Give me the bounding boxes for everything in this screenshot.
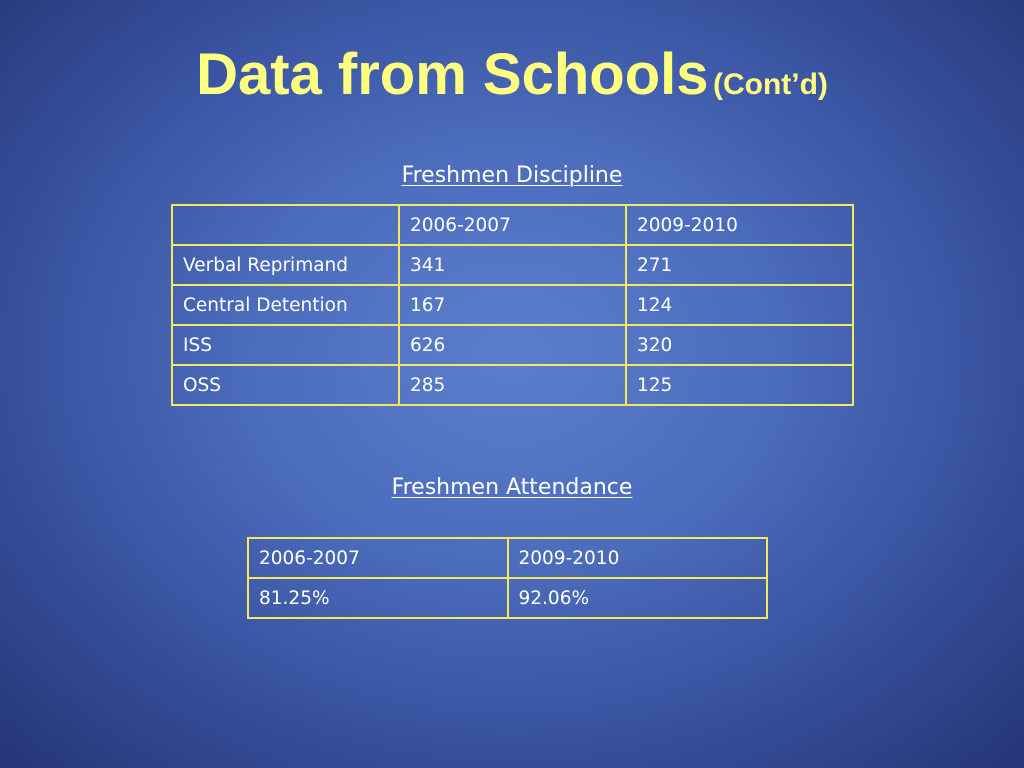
cell-value: 285 [399, 365, 626, 405]
table-header-row [172, 205, 853, 245]
title-main: Data from Schools [196, 42, 709, 107]
table-row [172, 365, 853, 405]
cell-value: 271 [626, 245, 853, 285]
header-cell-empty [172, 205, 399, 245]
cell-value: 124 [626, 285, 853, 325]
header-cell-2009-2010: 2009-2010 [626, 205, 853, 245]
discipline-table [171, 204, 854, 406]
cell-value: 92.06% [508, 578, 768, 618]
cell-value: 125 [626, 365, 853, 405]
cell-value: 626 [399, 325, 626, 365]
cell-value: 320 [626, 325, 853, 365]
header-cell-2006-2007: 2006-2007 [248, 538, 508, 578]
table-row [172, 325, 853, 365]
table-header-row [248, 538, 767, 578]
table-row [172, 245, 853, 285]
title-suffix: (Cont’d) [712, 68, 828, 101]
cell-value: 167 [399, 285, 626, 325]
attendance-heading: Freshmen Attendance [391, 475, 633, 500]
row-label: ISS [172, 325, 399, 365]
cell-value: 341 [399, 245, 626, 285]
row-label: Central Detention [172, 285, 399, 325]
row-label: Verbal Reprimand [172, 245, 399, 285]
header-cell-2009-2010: 2009-2010 [508, 538, 768, 578]
slide-title [0, 42, 1024, 107]
table-row [248, 578, 767, 618]
row-label: OSS [172, 365, 399, 405]
header-cell-2006-2007: 2006-2007 [399, 205, 626, 245]
table-row [172, 285, 853, 325]
discipline-heading: Freshmen Discipline [401, 163, 623, 188]
cell-value: 81.25% [248, 578, 508, 618]
attendance-table [247, 537, 768, 619]
